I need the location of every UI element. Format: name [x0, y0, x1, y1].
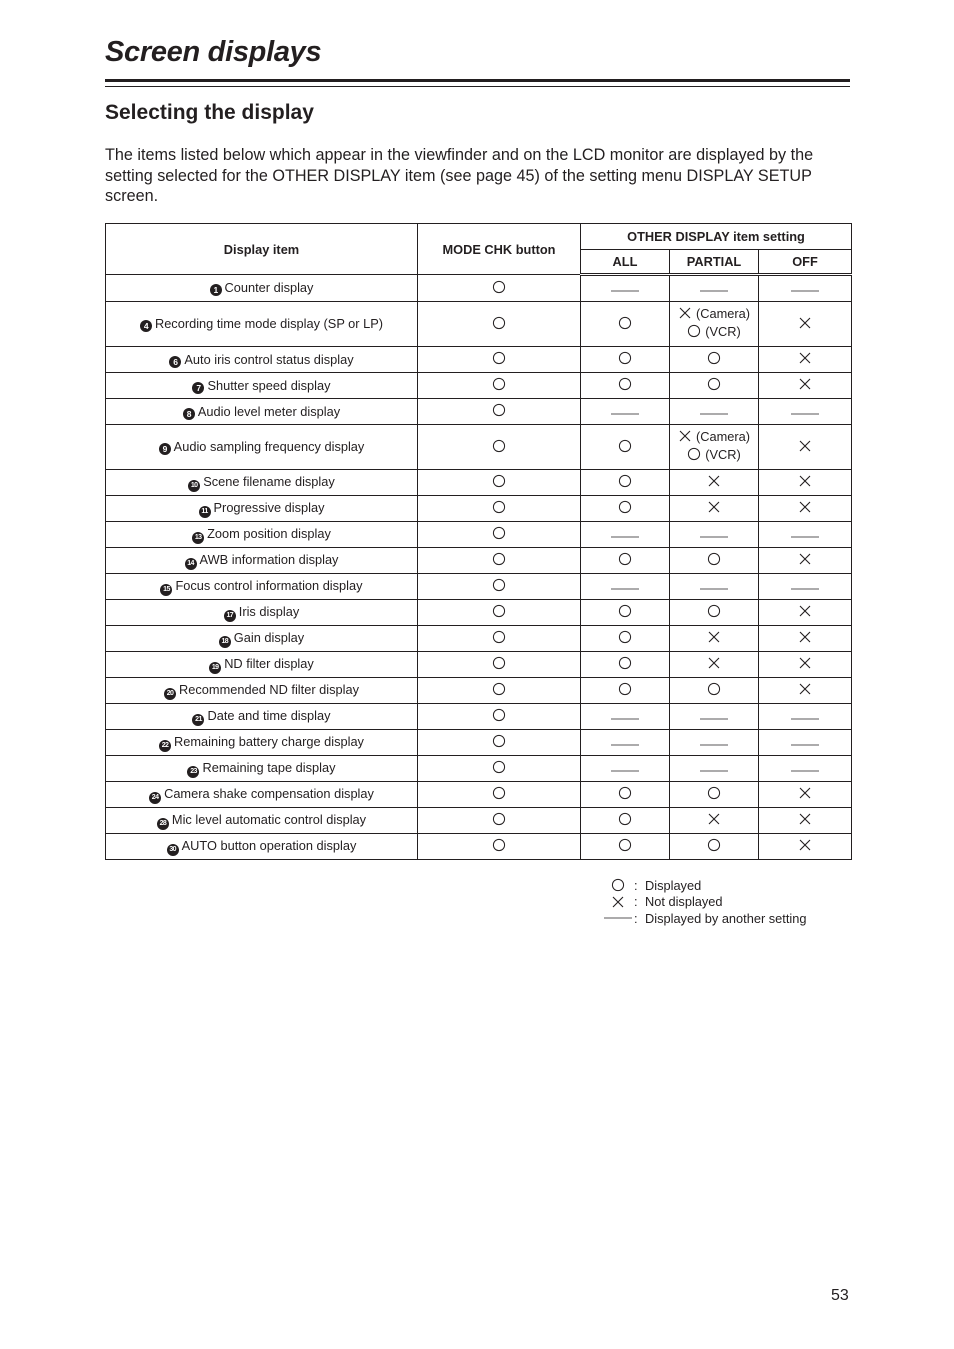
item-number-badge: 19	[209, 662, 221, 674]
cross-icon	[798, 604, 812, 621]
circle-icon	[492, 552, 506, 569]
display-item-label: Iris display	[238, 603, 300, 619]
display-item-cell	[106, 470, 418, 496]
display-item-label: Recording time mode display (SP or LP)	[154, 316, 384, 331]
display-item-label: Recommended ND filter display	[179, 681, 359, 697]
display-item-label: Mic level automatic control display	[171, 811, 367, 827]
circle-icon	[492, 812, 506, 829]
partial-cell	[670, 652, 759, 678]
circle-icon	[707, 351, 721, 368]
partial-cell	[670, 425, 759, 470]
dash-icon	[699, 736, 729, 751]
dash-icon	[602, 915, 634, 921]
page-number: 53	[831, 1287, 849, 1304]
circle-icon	[618, 656, 632, 673]
circle-icon	[618, 474, 632, 491]
off-cell	[759, 808, 852, 834]
all-cell	[581, 808, 670, 834]
circle-icon	[707, 682, 721, 699]
table-row	[106, 302, 852, 347]
title-rule	[105, 79, 850, 87]
display-item-label: Counter display	[224, 280, 314, 295]
circle-icon	[618, 377, 632, 394]
display-item-cell	[106, 730, 418, 756]
dash-icon	[610, 405, 640, 420]
cross-icon	[707, 656, 721, 673]
table-row	[106, 808, 852, 834]
legend-other-setting-label: Displayed by another setting	[645, 910, 807, 926]
item-number-badge: 15	[160, 584, 172, 596]
display-item-label: Camera shake compensation display	[164, 785, 374, 801]
all-cell	[581, 782, 670, 808]
off-cell	[759, 302, 852, 347]
all-cell	[581, 678, 670, 704]
circle-icon	[492, 786, 506, 803]
circle-icon	[618, 351, 632, 368]
display-item-cell	[106, 496, 418, 522]
circle-icon	[707, 604, 721, 621]
item-number-badge: 20	[164, 688, 176, 700]
display-item-cell	[106, 678, 418, 704]
intro-paragraph: The items listed below which appear in the viewfinder and on the LCD monitor are displayed by the setting selected for the OTHER DISPLAY item (see page 45) of the setting menu DISPLAY SETUP screen.	[105, 146, 814, 206]
display-item-label: Date and time display	[207, 707, 331, 723]
circle-icon	[687, 324, 701, 342]
off-cell	[759, 652, 852, 678]
display-item-cell	[106, 373, 418, 399]
all-cell	[581, 834, 670, 860]
cross-icon	[798, 656, 812, 673]
partial-camera-line	[670, 306, 758, 324]
display-item-label: Remaining battery charge display	[174, 733, 364, 749]
partial-vcr-line	[670, 447, 758, 465]
mode-cell	[418, 347, 581, 373]
table-row	[106, 730, 852, 756]
all-cell	[581, 275, 670, 302]
cross-icon	[798, 682, 812, 699]
all-cell	[581, 600, 670, 626]
display-item-label: Scene filename display	[203, 473, 335, 489]
mode-cell	[418, 548, 581, 574]
partial-cell	[670, 808, 759, 834]
mode-cell	[418, 756, 581, 782]
partial-cell	[670, 626, 759, 652]
partial-cell	[670, 782, 759, 808]
item-number-badge: 17	[224, 610, 236, 622]
display-item-label: ND filter display	[224, 655, 314, 671]
circle-icon	[618, 630, 632, 647]
item-number-badge: 7	[192, 382, 204, 394]
legend-not-displayed-label: Not displayed	[645, 894, 723, 910]
display-item-cell	[106, 574, 418, 600]
circle-icon	[618, 682, 632, 699]
table-row	[106, 652, 852, 678]
off-cell	[759, 399, 852, 425]
dash-icon	[790, 528, 820, 543]
display-item-label: Focus control information display	[175, 577, 363, 593]
circle-icon	[492, 656, 506, 673]
circle-icon	[618, 552, 632, 569]
item-number-badge: 30	[167, 844, 179, 856]
dash-icon	[790, 762, 820, 777]
all-cell	[581, 756, 670, 782]
partial-cell	[670, 496, 759, 522]
all-cell	[581, 373, 670, 399]
cross-icon	[798, 377, 812, 394]
display-item-label: Progressive display	[213, 499, 325, 515]
dash-icon	[790, 580, 820, 595]
dash-icon	[610, 282, 640, 297]
partial-cell	[670, 302, 759, 347]
off-cell	[759, 756, 852, 782]
section-title: Selecting the display	[105, 101, 314, 124]
table-row	[106, 834, 852, 860]
circle-icon	[492, 708, 506, 725]
off-cell	[759, 834, 852, 860]
circle-icon	[492, 500, 506, 517]
table-row	[106, 704, 852, 730]
table-row	[106, 425, 852, 470]
dash-icon	[610, 762, 640, 777]
item-number-badge: 6	[169, 356, 181, 368]
dash-icon	[790, 405, 820, 420]
dash-icon	[790, 736, 820, 751]
mode-cell	[418, 704, 581, 730]
off-cell	[759, 730, 852, 756]
item-number-badge: 10	[188, 480, 200, 492]
partial-cell	[670, 548, 759, 574]
dash-icon	[610, 580, 640, 595]
partial-cell	[670, 373, 759, 399]
display-item-cell	[106, 399, 418, 425]
item-number-badge: 11	[199, 506, 211, 518]
cross-icon	[798, 439, 812, 456]
circle-icon	[492, 682, 506, 699]
display-item-label: Audio level meter display	[197, 403, 341, 419]
cross-icon	[798, 474, 812, 491]
page-title: Screen displays	[105, 36, 322, 68]
item-number-badge: 24	[149, 792, 161, 804]
table-row	[106, 626, 852, 652]
off-cell	[759, 782, 852, 808]
header-mode-chk: MODE CHK button	[418, 224, 581, 275]
table-row	[106, 600, 852, 626]
item-number-badge: 8	[183, 408, 195, 420]
partial-cell	[670, 347, 759, 373]
table-row	[106, 275, 852, 302]
off-cell	[759, 704, 852, 730]
dash-icon	[610, 710, 640, 725]
item-number-badge: 4	[140, 320, 152, 332]
mode-cell	[418, 808, 581, 834]
header-partial: PARTIAL	[670, 250, 759, 275]
off-cell	[759, 470, 852, 496]
partial-cell	[670, 730, 759, 756]
legend-colon: :	[634, 877, 638, 893]
cross-icon	[798, 500, 812, 517]
off-cell	[759, 496, 852, 522]
circle-icon	[618, 812, 632, 829]
off-cell	[759, 425, 852, 470]
display-item-label: AWB information display	[199, 551, 339, 567]
mode-cell	[418, 730, 581, 756]
all-cell	[581, 522, 670, 548]
partial-cell	[670, 678, 759, 704]
header-other-display: OTHER DISPLAY item setting	[581, 224, 852, 250]
cross-icon	[707, 500, 721, 517]
circle-icon	[492, 403, 506, 420]
circle-icon	[618, 786, 632, 803]
partial-camera-line	[670, 429, 758, 447]
partial-cell	[670, 470, 759, 496]
circle-icon	[707, 838, 721, 855]
off-cell	[759, 574, 852, 600]
mode-cell	[418, 470, 581, 496]
partial-cell	[670, 574, 759, 600]
mode-cell	[418, 399, 581, 425]
display-item-cell	[106, 347, 418, 373]
partial-cell	[670, 600, 759, 626]
mode-cell	[418, 782, 581, 808]
mode-cell	[418, 574, 581, 600]
legend	[602, 877, 806, 927]
off-cell	[759, 347, 852, 373]
circle-icon	[492, 377, 506, 394]
off-cell	[759, 275, 852, 302]
circle-icon	[602, 878, 634, 892]
all-cell	[581, 347, 670, 373]
header-display-item: Display item	[106, 224, 418, 275]
table-row	[106, 756, 852, 782]
circle-icon	[687, 447, 701, 465]
display-item-cell	[106, 808, 418, 834]
all-cell	[581, 399, 670, 425]
display-item-cell	[106, 626, 418, 652]
circle-icon	[618, 838, 632, 855]
table-row	[106, 574, 852, 600]
mode-cell	[418, 275, 581, 302]
item-number-badge: 18	[219, 636, 231, 648]
item-number-badge: 14	[185, 558, 197, 570]
cross-icon	[798, 838, 812, 855]
partial-cell	[670, 834, 759, 860]
all-cell	[581, 548, 670, 574]
partial-cell	[670, 756, 759, 782]
legend-row-displayed	[602, 877, 806, 894]
header-all: ALL	[581, 250, 670, 275]
legend-colon: :	[634, 910, 638, 926]
display-item-cell	[106, 425, 418, 470]
dash-icon	[699, 762, 729, 777]
cross-icon	[678, 429, 692, 447]
item-number-badge: 21	[192, 714, 204, 726]
dash-icon	[790, 710, 820, 725]
dash-icon	[699, 405, 729, 420]
cross-icon	[798, 786, 812, 803]
item-number-badge: 9	[159, 443, 171, 455]
circle-icon	[618, 439, 632, 456]
off-cell	[759, 548, 852, 574]
display-item-cell	[106, 652, 418, 678]
mode-cell	[418, 600, 581, 626]
mode-cell	[418, 678, 581, 704]
circle-icon	[492, 630, 506, 647]
mode-cell	[418, 652, 581, 678]
circle-icon	[492, 838, 506, 855]
off-cell	[759, 678, 852, 704]
table-row	[106, 548, 852, 574]
table-row	[106, 496, 852, 522]
display-item-label: Zoom position display	[207, 525, 331, 541]
cross-icon	[798, 812, 812, 829]
display-item-label: AUTO button operation display	[181, 837, 357, 853]
legend-row-not-displayed	[602, 894, 806, 911]
off-cell	[759, 522, 852, 548]
cross-icon	[678, 306, 692, 324]
item-number-badge: 28	[157, 818, 169, 830]
circle-icon	[492, 526, 506, 543]
cross-icon	[707, 474, 721, 491]
cross-icon	[798, 316, 812, 333]
item-number-badge: 22	[159, 740, 171, 752]
cross-icon	[707, 630, 721, 647]
partial-cell	[670, 704, 759, 730]
table-row	[106, 373, 852, 399]
camera-label: (Camera)	[695, 429, 751, 445]
off-cell	[759, 600, 852, 626]
dash-icon	[610, 528, 640, 543]
all-cell	[581, 425, 670, 470]
circle-icon	[492, 280, 506, 297]
item-number-badge: 13	[192, 532, 204, 544]
dash-icon	[699, 710, 729, 725]
display-item-cell	[106, 522, 418, 548]
partial-vcr-line	[670, 324, 758, 342]
dash-icon	[699, 580, 729, 595]
dash-icon	[790, 282, 820, 297]
table-row	[106, 782, 852, 808]
all-cell	[581, 470, 670, 496]
display-item-label: Remaining tape display	[202, 759, 336, 775]
cross-icon	[798, 351, 812, 368]
circle-icon	[707, 377, 721, 394]
legend-colon: :	[634, 894, 638, 910]
display-item-cell	[106, 275, 418, 302]
dash-icon	[699, 528, 729, 543]
circle-icon	[707, 552, 721, 569]
circle-icon	[492, 578, 506, 595]
circle-icon	[618, 500, 632, 517]
dash-icon	[699, 282, 729, 297]
off-cell	[759, 373, 852, 399]
vcr-label: (VCR)	[705, 447, 741, 463]
all-cell	[581, 730, 670, 756]
display-item-label: Gain display	[233, 629, 305, 645]
circle-icon	[492, 474, 506, 491]
legend-displayed-label: Displayed	[645, 877, 702, 893]
vcr-label: (VCR)	[705, 324, 741, 340]
all-cell	[581, 574, 670, 600]
mode-cell	[418, 373, 581, 399]
circle-icon	[492, 760, 506, 777]
circle-icon	[707, 786, 721, 803]
partial-cell	[670, 522, 759, 548]
circle-icon	[492, 734, 506, 751]
display-item-cell	[106, 756, 418, 782]
partial-cell	[670, 399, 759, 425]
display-item-label: Shutter speed display	[207, 377, 331, 393]
mode-cell	[418, 834, 581, 860]
table-row	[106, 522, 852, 548]
display-item-cell	[106, 600, 418, 626]
display-item-cell	[106, 302, 418, 347]
mode-cell	[418, 496, 581, 522]
display-item-cell	[106, 548, 418, 574]
circle-icon	[492, 316, 506, 333]
cross-icon	[602, 895, 634, 909]
circle-icon	[492, 439, 506, 456]
display-item-label: Audio sampling frequency display	[173, 439, 365, 454]
camera-label: (Camera)	[695, 306, 751, 322]
display-item-cell	[106, 704, 418, 730]
all-cell	[581, 626, 670, 652]
legend-row-other-setting	[602, 910, 806, 927]
mode-cell	[418, 425, 581, 470]
display-table	[105, 223, 852, 860]
all-cell	[581, 496, 670, 522]
all-cell	[581, 704, 670, 730]
table-row	[106, 399, 852, 425]
cross-icon	[798, 552, 812, 569]
display-item-cell	[106, 834, 418, 860]
display-item-cell	[106, 782, 418, 808]
cross-icon	[798, 630, 812, 647]
dash-icon	[610, 736, 640, 751]
partial-cell	[670, 275, 759, 302]
mode-cell	[418, 302, 581, 347]
table-body	[106, 275, 852, 860]
header-off: OFF	[759, 250, 852, 275]
item-number-badge: 23	[187, 766, 199, 778]
item-number-badge: 1	[210, 284, 222, 296]
circle-icon	[492, 604, 506, 621]
all-cell	[581, 652, 670, 678]
display-item-label: Auto iris control status display	[184, 351, 354, 367]
table-row	[106, 678, 852, 704]
table-row	[106, 470, 852, 496]
off-cell	[759, 626, 852, 652]
circle-icon	[492, 351, 506, 368]
cross-icon	[707, 812, 721, 829]
mode-cell	[418, 522, 581, 548]
all-cell	[581, 302, 670, 347]
table-row	[106, 347, 852, 373]
circle-icon	[618, 604, 632, 621]
mode-cell	[418, 626, 581, 652]
circle-icon	[618, 316, 632, 333]
